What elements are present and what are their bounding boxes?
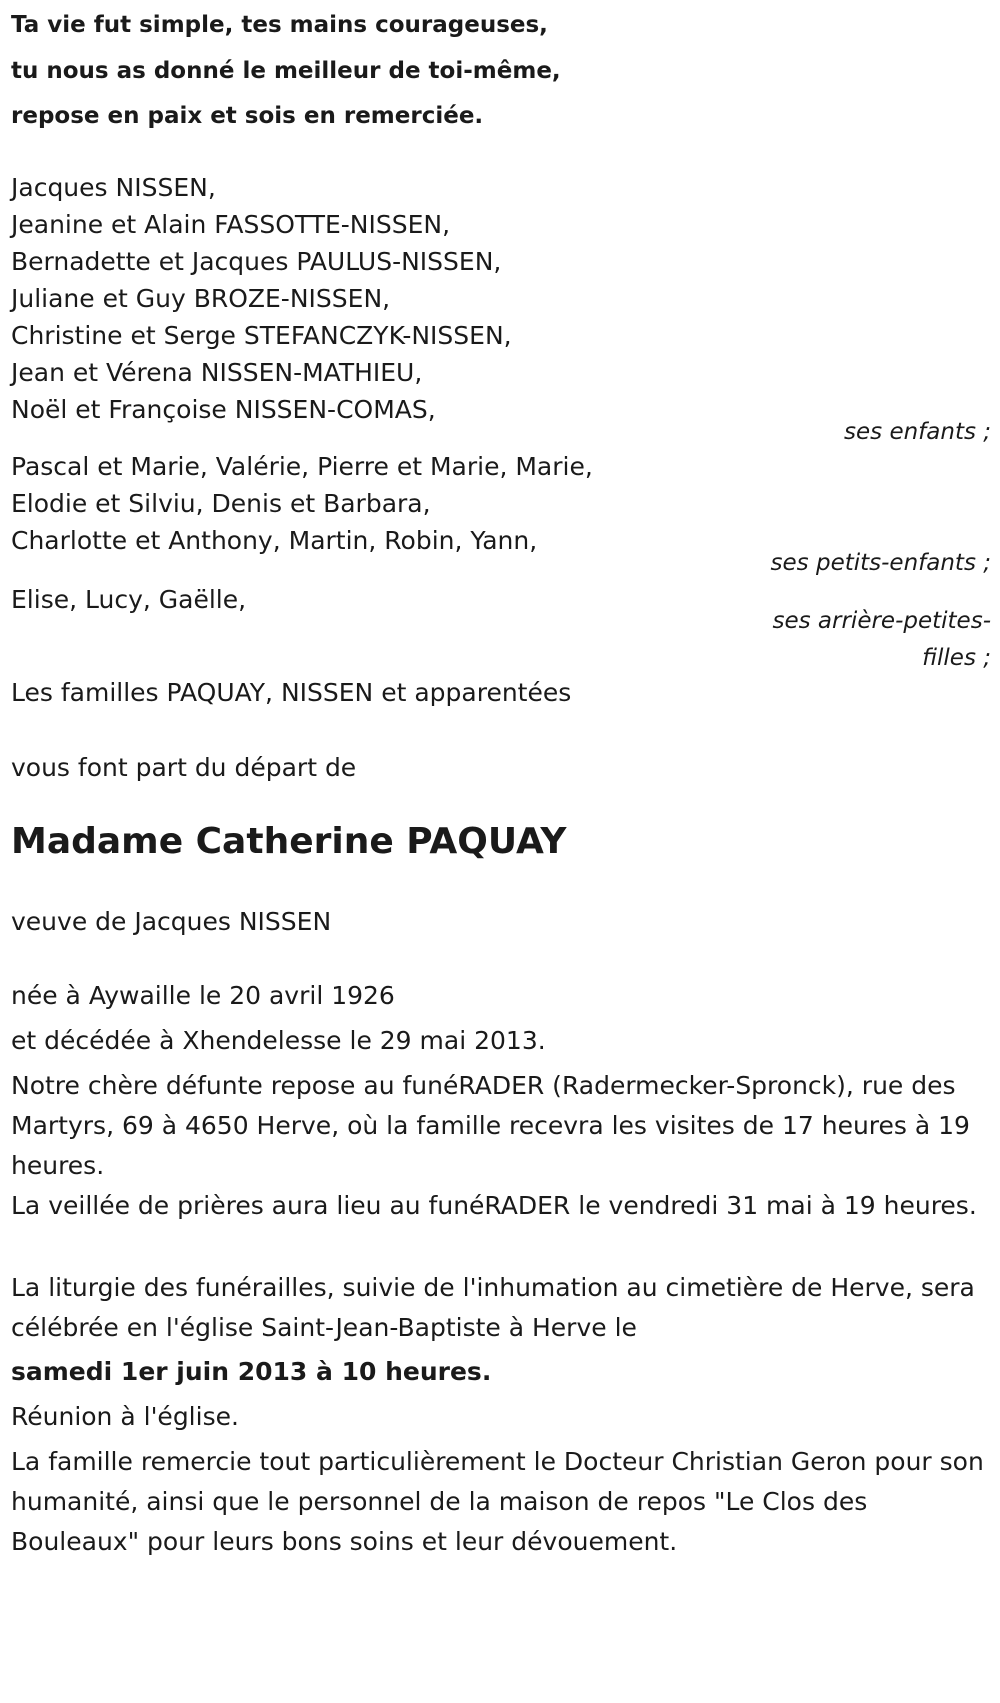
child-entry: Christine et Serge STEFANCZYK-NISSEN, — [11, 321, 512, 350]
announcement-line: vous font part du départ de — [11, 753, 357, 782]
great-grandchildren-entry: Elise, Lucy, Gaëlle, — [11, 585, 247, 614]
child-entry: Noël et Françoise NISSEN-COMAS, — [11, 395, 436, 424]
grandchildren-role: ses petits-enfants ; — [770, 550, 991, 576]
child-entry: Bernadette et Jacques PAULUS-NISSEN, — [11, 247, 502, 276]
grandchild-entry: Charlotte et Anthony, Martin, Robin, Yann, — [11, 526, 538, 555]
birth-line: née à Aywaille le 20 avril 1926 — [11, 981, 395, 1010]
grandchild-entry: Elodie et Silviu, Denis et Barbara, — [11, 489, 431, 518]
meeting-line: Réunion à l'église. — [11, 1402, 239, 1431]
vigil-paragraph: La veillée de prières aura lieu au funéRADER le vendredi 31 mai à 19 heures. — [11, 1191, 977, 1220]
families-line: Les familles PAQUAY, NISSEN et apparentées — [11, 678, 572, 707]
child-entry: Jean et Vérena NISSEN-MATHIEU, — [11, 358, 423, 387]
grandchild-entry: Pascal et Marie, Valérie, Pierre et Marie, Marie, — [11, 452, 593, 481]
verse-line: tu nous as donné le meilleur de toi-même, — [11, 58, 561, 84]
deceased-name: Madame Catherine PAQUAY — [11, 821, 567, 862]
children-role: ses enfants ; — [844, 419, 991, 445]
thanks-paragraph: La famille remercie tout particulièrement le Docteur Christian Geron pour son humanité, ainsi que le personnel de la maison de repos "Le Clos des Bouleaux" pour leurs bons soins et leur dévouement. — [11, 1447, 984, 1556]
child-entry: Juliane et Guy BROZE-NISSEN, — [11, 284, 391, 313]
rest-paragraph: Notre chère défunte repose au funéRADER (Radermecker-Spronck), rue des Martyrs, 69 à 4650 Herve, où la famille recevra les visites de 17 heures à 19 heures. — [11, 1071, 970, 1180]
child-entry: Jeanine et Alain FASSOTTE-NISSEN, — [11, 210, 451, 239]
liturgy-paragraph: La liturgie des funérailles, suivie de l'inhumation au cimetière de Herve, sera célébrée en l'église Saint-Jean-Baptiste à Herve le — [11, 1273, 975, 1342]
verse-line: Ta vie fut simple, tes mains courageuses, — [11, 12, 548, 38]
great-grandchildren-role: filles ; — [922, 645, 991, 671]
funeral-date: samedi 1er juin 2013 à 10 heures. — [11, 1357, 492, 1386]
death-line: et décédée à Xhendelesse le 29 mai 2013. — [11, 1026, 546, 1055]
verse-line: repose en paix et sois en remerciée. — [11, 103, 484, 129]
great-grandchildren-role: ses arrière-petites- — [772, 608, 991, 634]
child-entry: Jacques NISSEN, — [11, 173, 216, 202]
widow-line: veuve de Jacques NISSEN — [11, 907, 332, 936]
